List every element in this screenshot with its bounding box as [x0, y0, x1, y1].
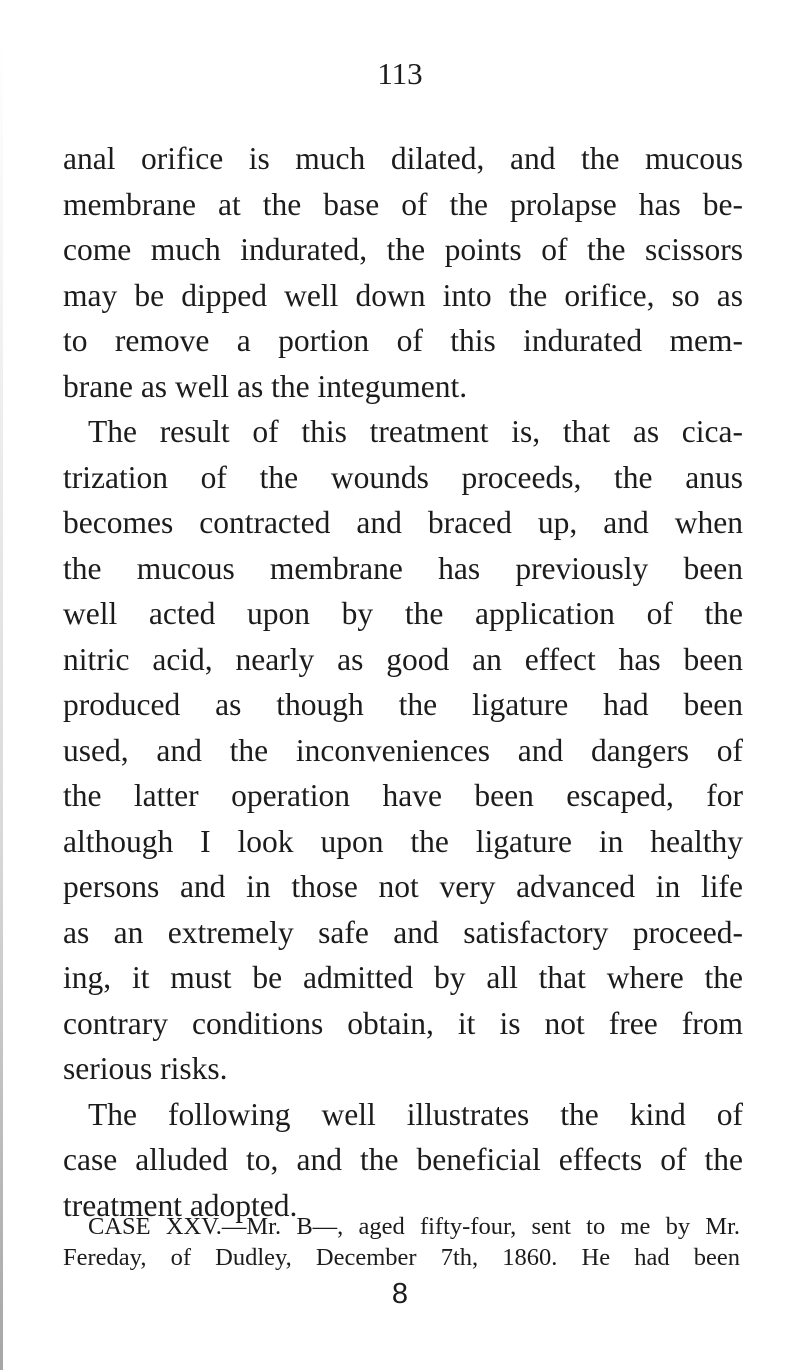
case-line: CASE XXV.—Mr. B—, aged fifty-four, sent to me by Mr.: [88, 1213, 740, 1240]
text-line: although I look upon the ligature in healthy: [63, 823, 743, 859]
text-line: The following well illustrates the kind of: [88, 1096, 743, 1132]
text-line: trization of the wounds proceeds, the anus: [63, 459, 743, 495]
text-line: well acted upon by the application of the: [63, 596, 743, 631]
text-line: persons and in those not very advanced in life: [63, 869, 743, 904]
text-line: ing, it must be admitted by all that where the: [63, 960, 743, 995]
page-number: 113: [377, 56, 423, 91]
text-line: used, and the inconveniences and dangers of: [63, 732, 743, 768]
text-line: come much indurated, the points of the scissors: [63, 232, 743, 267]
text-line: the latter operation have been escaped, for: [63, 778, 743, 813]
text-line: case alluded to, and the beneficial effects of the: [63, 1142, 743, 1177]
text-line: the mucous membrane has previously been: [63, 550, 743, 586]
text-line: The result of this treatment is, that as cica-: [88, 414, 743, 449]
text-line: may be dipped well down into the orifice, so as: [63, 277, 743, 313]
case-line: Fereday, of Dudley, December 7th, 1860. He had been: [63, 1244, 740, 1271]
text-line: to remove a portion of this indurated mem-: [63, 323, 743, 358]
body-paragraphs: [63, 136, 743, 1228]
text-line: brane as well as the integument.: [63, 368, 468, 404]
case-paragraph: [63, 1211, 740, 1273]
text-line: nitric acid, nearly as good an effect has been: [63, 641, 743, 677]
text-line: as an extremely safe and satisfactory proceed-: [63, 914, 743, 950]
text-line: treatment adopted.: [63, 1187, 298, 1223]
text-line: anal orifice is much dilated, and the mucous: [63, 141, 743, 176]
text-line: produced as though the ligature had been: [63, 687, 743, 722]
text-line: membrane at the base of the prolapse has be-: [63, 186, 743, 222]
text-line: becomes contracted and braced up, and when: [63, 505, 743, 540]
text-line: contrary conditions obtain, it is not free from: [63, 1005, 743, 1041]
text-line: serious risks.: [63, 1051, 228, 1086]
signature-mark: 8: [391, 1278, 409, 1310]
page-edge-shadow: [0, 40, 3, 1370]
